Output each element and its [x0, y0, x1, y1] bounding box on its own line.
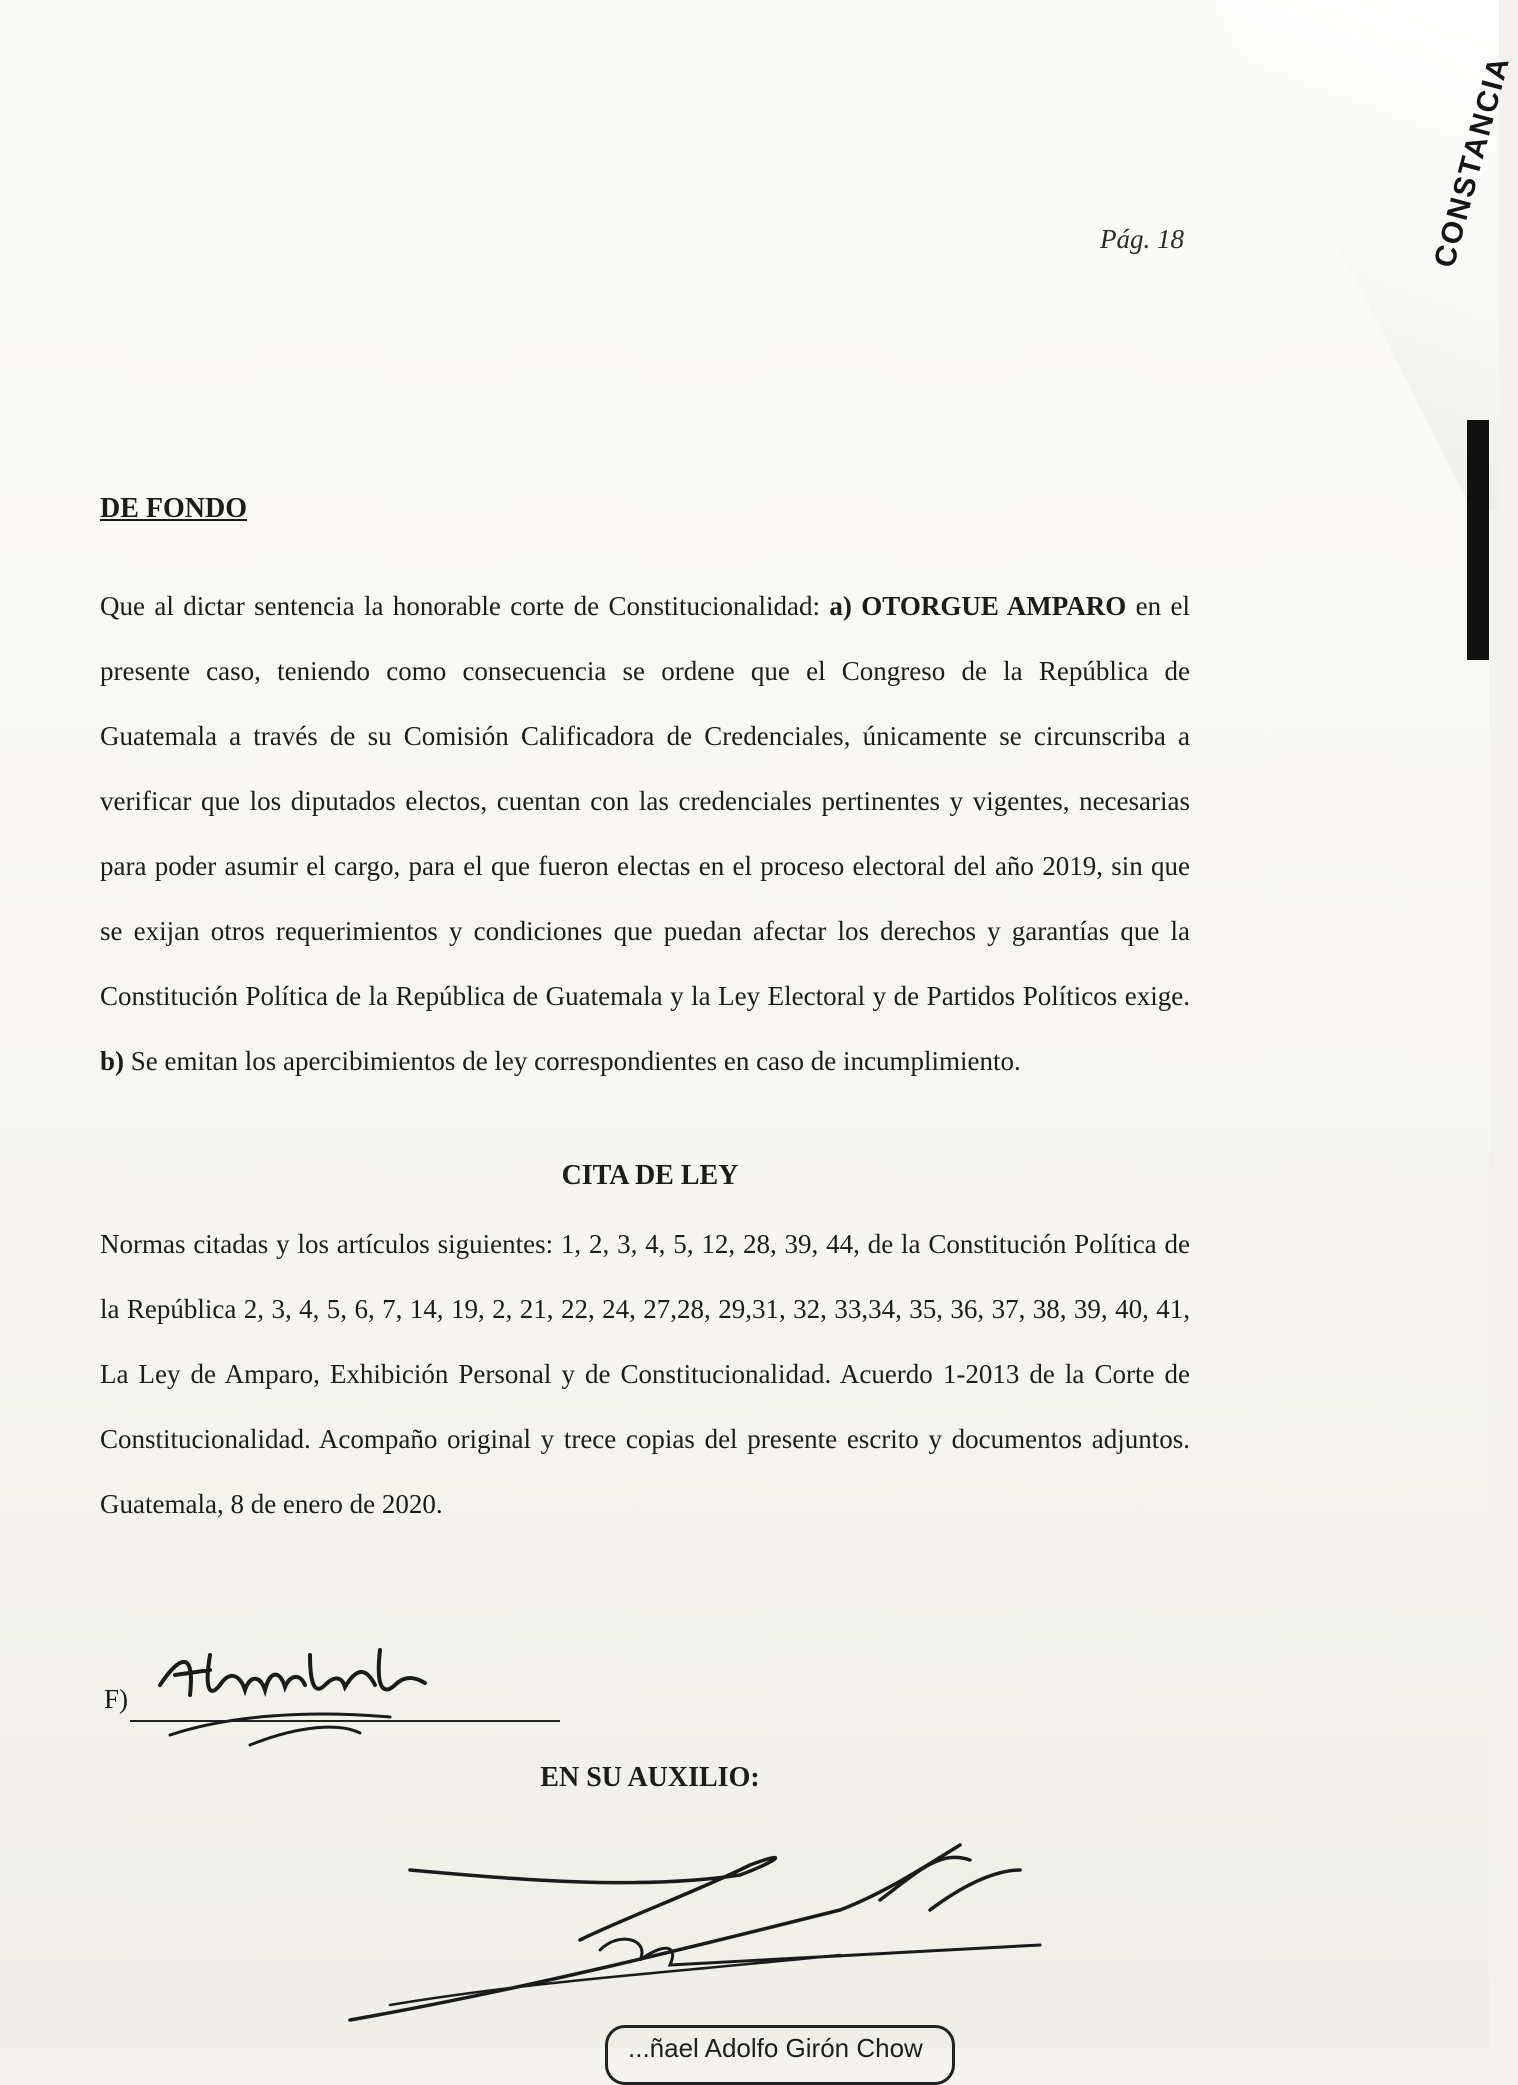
scan-edge-shadow: [1467, 420, 1489, 660]
fondo-intro: Que al dictar sentencia la honorable corte de Constitucionalidad:: [100, 591, 820, 621]
fondo-a-label: a): [829, 591, 852, 621]
page-number: Pág. 18: [1100, 224, 1184, 254]
section-title-cita-de-ley: CITA DE LEY: [561, 1160, 739, 1191]
section-title-de-fondo: DE FONDO: [100, 493, 247, 524]
fondo-b-label: b): [100, 1046, 125, 1076]
paragraph-de-fondo: [100, 574, 1190, 1094]
name-stamp: ...ñael Adolfo Girón Chow: [605, 2025, 955, 2085]
fondo-a-bold: OTORGUE AMPARO: [861, 591, 1127, 621]
side-stamp: CONSTANCIA: [1428, 52, 1517, 272]
handwritten-signature-2: [320, 1830, 1100, 2040]
fondo-body-a: en el presente caso, teniendo como consecuencia se ordene que el Congreso de la República de Guatemala a través de su Comisión Calificadora de Credenciales, únicamente se circunscriba a verificar que los diputados electos, cuentan con las credenciales pertinentes y vigentes, necesarias para poder asumir el cargo, para el que fueron electas en el proceso electoral del año 2019, sin que se exijan otros requerimientos y condiciones que puedan afectar los derechos y garantías que la Constitución Política de la República de Guatemala y la Ley Electoral y de Partidos Políticos exige.: [100, 591, 1190, 1011]
fondo-body-b: Se emitan los apercibimientos de ley correspondientes en caso de incumplimiento.: [130, 1046, 1021, 1076]
paragraph-cita-de-ley: Normas citadas y los artículos siguientes: 1, 2, 3, 4, 5, 12, 28, 39, 44, de la Constitución Política de la República 2, 3, 4, 5, 6, 7, 14, 19, 2, 21, 22, 24, 27,28, 29,31, 32, 33,34, 35, 36, 37, 38, 39, 40, 41, La Ley de Amparo, Exhibición Personal y de Constitucionalidad. Acuerdo 1-2013 de la Corte de Constitucionalidad. Acompaño original y trece copias del presente escrito y documentos adjuntos. Guatemala, 8 de enero de 2020.: [100, 1229, 1190, 1519]
auxilio-heading: EN SU AUXILIO:: [540, 1762, 760, 1793]
signature-f-label: F): [104, 1684, 129, 1714]
handwritten-signature-1: [150, 1615, 450, 1765]
